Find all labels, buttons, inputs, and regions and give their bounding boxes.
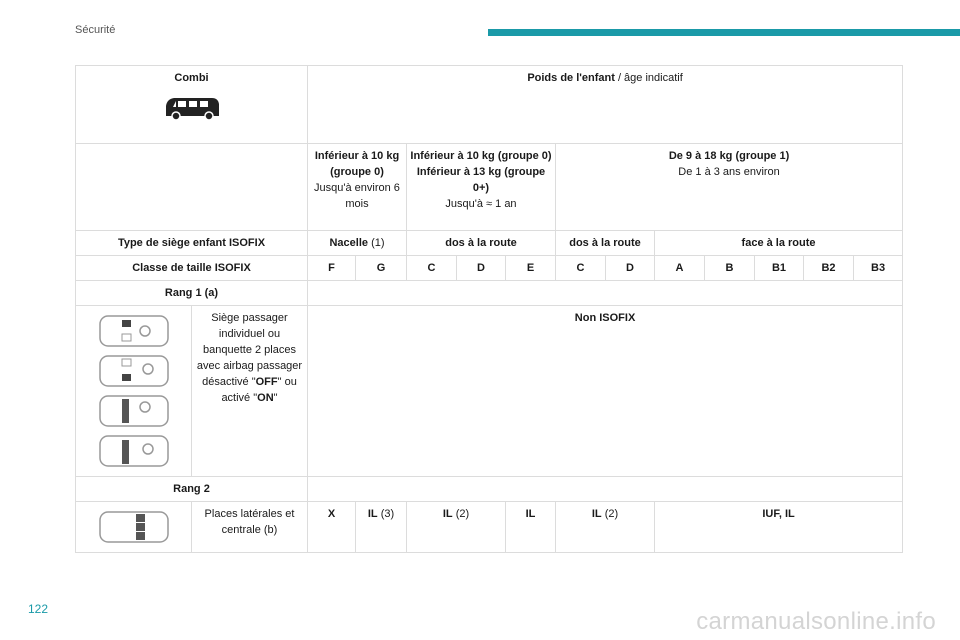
car-top-view-icon [98, 510, 170, 544]
rang-1-label: Rang 1 (a) [76, 281, 308, 306]
size-class: C [556, 256, 606, 281]
rear-value: IL (3) [356, 502, 407, 553]
size-class: D [606, 256, 655, 281]
size-class: C [407, 256, 457, 281]
rear-value: IL (2) [407, 502, 506, 553]
section-title: Sécurité [75, 24, 116, 36]
rear-value: IUF, IL [655, 502, 903, 553]
type-nacelle: Nacelle (1) [308, 231, 407, 256]
rear-value: IL [506, 502, 556, 553]
isofix-table [75, 65, 903, 553]
group-0plus-cell: Inférieur à 10 kg (groupe 0) Inférieur à 13 kg (groupe 0+) Jusqu'à ≈ 1 an [407, 144, 556, 231]
size-class: B3 [854, 256, 903, 281]
size-class: B [705, 256, 755, 281]
front-seat-description: Siège passager individuel ou banquette 2 places avec airbag passager désactivé "OFF" ou activé "ON" [192, 306, 308, 477]
size-class: B1 [755, 256, 804, 281]
watermark: carmanualsonline.info [696, 608, 936, 635]
header-accent-bar [488, 29, 960, 36]
group-1-cell: De 9 à 18 kg (groupe 1) De 1 à 3 ans environ [556, 144, 903, 231]
size-class: F [308, 256, 356, 281]
rear-seat-diagram [76, 502, 192, 553]
rear-value: X [308, 502, 356, 553]
size-class: E [506, 256, 556, 281]
page-number: 122 [28, 602, 49, 616]
class-label: Classe de taille ISOFIX [76, 256, 308, 281]
weight-header-cell: Poids de l'enfant / âge indicatif [308, 66, 903, 144]
car-top-view-icon [98, 434, 170, 468]
size-class: B2 [804, 256, 854, 281]
front-seat-diagrams [76, 306, 192, 477]
type-rear-facing: dos à la route [407, 231, 556, 256]
type-label: Type de siège enfant ISOFIX [76, 231, 308, 256]
rear-seat-description: Places latérales et centrale (b) [192, 502, 308, 553]
size-class: A [655, 256, 705, 281]
empty-cell [308, 477, 903, 502]
van-icon [162, 94, 222, 122]
front-seat-value: Non ISOFIX [308, 306, 903, 477]
empty-cell [76, 144, 308, 231]
size-class: D [457, 256, 506, 281]
size-class: G [356, 256, 407, 281]
car-top-view-icon [98, 394, 170, 428]
car-top-view-icon [98, 314, 170, 348]
rang-2-label: Rang 2 [76, 477, 308, 502]
rear-value: IL (2) [556, 502, 655, 553]
vehicle-header-cell [76, 66, 308, 144]
group-0-cell: Inférieur à 10 kg (groupe 0) Jusqu'à environ 6 mois [308, 144, 407, 231]
type-forward-facing: face à la route [655, 231, 903, 256]
empty-cell [308, 281, 903, 306]
vehicle-label: Combi [174, 72, 209, 84]
car-top-view-icon [98, 354, 170, 388]
type-rear-facing: dos à la route [556, 231, 655, 256]
